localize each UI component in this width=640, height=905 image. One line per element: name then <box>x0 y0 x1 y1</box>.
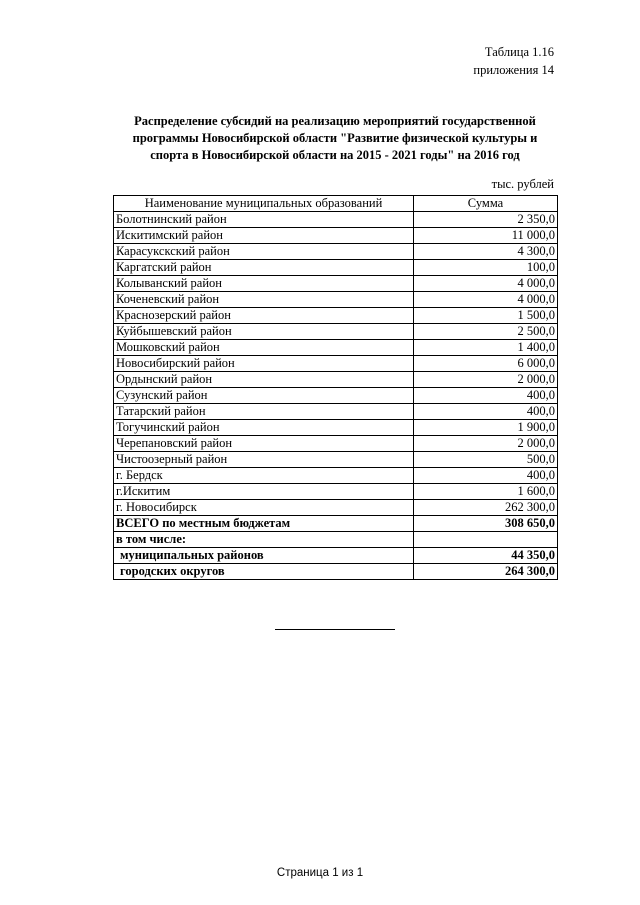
municipality-name: Мошковский район <box>114 340 414 356</box>
municipality-name: Черепановский район <box>114 436 414 452</box>
municipality-name: Сузунский район <box>114 388 414 404</box>
subsidy-amount: 4 000,0 <box>414 276 558 292</box>
subsidy-amount: 400,0 <box>414 404 558 420</box>
page-footer: Страница 1 из 1 <box>276 867 364 879</box>
subsidy-amount: 2 500,0 <box>414 324 558 340</box>
subsidy-amount: 2 350,0 <box>414 212 558 228</box>
units-label: тыс. рублей <box>491 177 554 191</box>
table-row <box>114 372 558 388</box>
municipality-name: Краснозерский район <box>114 308 414 324</box>
municipal-row <box>114 548 558 564</box>
table-row <box>114 308 558 324</box>
municipality-name: Татарский район <box>114 404 414 420</box>
municipality-name: Чистоозерный район <box>114 452 414 468</box>
including-empty-cell <box>414 532 558 548</box>
table-number: Таблица 1.16 <box>484 45 554 59</box>
municipality-name: Болотнинский район <box>114 212 414 228</box>
subsidy-amount: 500,0 <box>414 452 558 468</box>
urban-label: городских округов <box>114 564 414 580</box>
separator-line <box>275 629 395 630</box>
column-header-name: Наименование муниципальных образований <box>114 196 414 212</box>
table-row <box>114 468 558 484</box>
urban-value: 264 300,0 <box>414 564 558 580</box>
table-row <box>114 420 558 436</box>
subsidy-amount: 11 000,0 <box>414 228 558 244</box>
table-row <box>114 452 558 468</box>
municipality-name: Коченевский район <box>114 292 414 308</box>
total-value: 308 650,0 <box>414 516 558 532</box>
document-title: Распределение субсидий на реализацию мероприятий государственной программы Новосибирской области "Развитие физической культуры и спорта в Новосибирской области на 2015 - 2021 годы" на 2016 год <box>132 114 538 162</box>
urban-row <box>114 564 558 580</box>
subsidy-amount: 4 000,0 <box>414 292 558 308</box>
including-row <box>114 532 558 548</box>
subsidy-amount: 400,0 <box>414 468 558 484</box>
municipality-name: Колыванский район <box>114 276 414 292</box>
municipal-label: муниципальных районов <box>114 548 414 564</box>
table-row <box>114 404 558 420</box>
table-row <box>114 324 558 340</box>
column-header-sum: Сумма <box>414 196 558 212</box>
municipality-name: Карасукскский район <box>114 244 414 260</box>
subsidy-amount: 400,0 <box>414 388 558 404</box>
subsidy-amount: 1 400,0 <box>414 340 558 356</box>
table-row <box>114 276 558 292</box>
total-row <box>114 516 558 532</box>
subsidy-table <box>113 195 558 580</box>
subsidy-amount: 4 300,0 <box>414 244 558 260</box>
table-row <box>114 244 558 260</box>
subsidy-amount: 1 900,0 <box>414 420 558 436</box>
table-row <box>114 260 558 276</box>
municipality-name: Искитимский район <box>114 228 414 244</box>
subsidy-amount: 1 500,0 <box>414 308 558 324</box>
table-row <box>114 356 558 372</box>
subsidy-amount: 2 000,0 <box>414 372 558 388</box>
municipal-value: 44 350,0 <box>414 548 558 564</box>
subsidy-amount: 6 000,0 <box>414 356 558 372</box>
subsidy-amount: 1 600,0 <box>414 484 558 500</box>
appendix-reference: приложения 14 <box>473 63 554 77</box>
table-row <box>114 340 558 356</box>
municipality-name: г.Искитим <box>114 484 414 500</box>
subsidy-amount: 262 300,0 <box>414 500 558 516</box>
subsidy-amount: 2 000,0 <box>414 436 558 452</box>
table-row <box>114 484 558 500</box>
table-row <box>114 292 558 308</box>
table-row <box>114 436 558 452</box>
table-row <box>114 388 558 404</box>
municipality-name: Ордынский район <box>114 372 414 388</box>
table-header-row <box>114 196 558 212</box>
table-row <box>114 212 558 228</box>
table-row <box>114 500 558 516</box>
municipality-name: Новосибирский район <box>114 356 414 372</box>
municipality-name: Тогучинский район <box>114 420 414 436</box>
including-label: в том числе: <box>114 532 414 548</box>
municipality-name: Каргатский район <box>114 260 414 276</box>
subsidy-amount: 100,0 <box>414 260 558 276</box>
total-label: ВСЕГО по местным бюджетам <box>114 516 414 532</box>
municipality-name: Куйбышевский район <box>114 324 414 340</box>
municipality-name: г. Новосибирск <box>114 500 414 516</box>
municipality-name: г. Бердск <box>114 468 414 484</box>
table-body <box>114 212 558 580</box>
table-row <box>114 228 558 244</box>
